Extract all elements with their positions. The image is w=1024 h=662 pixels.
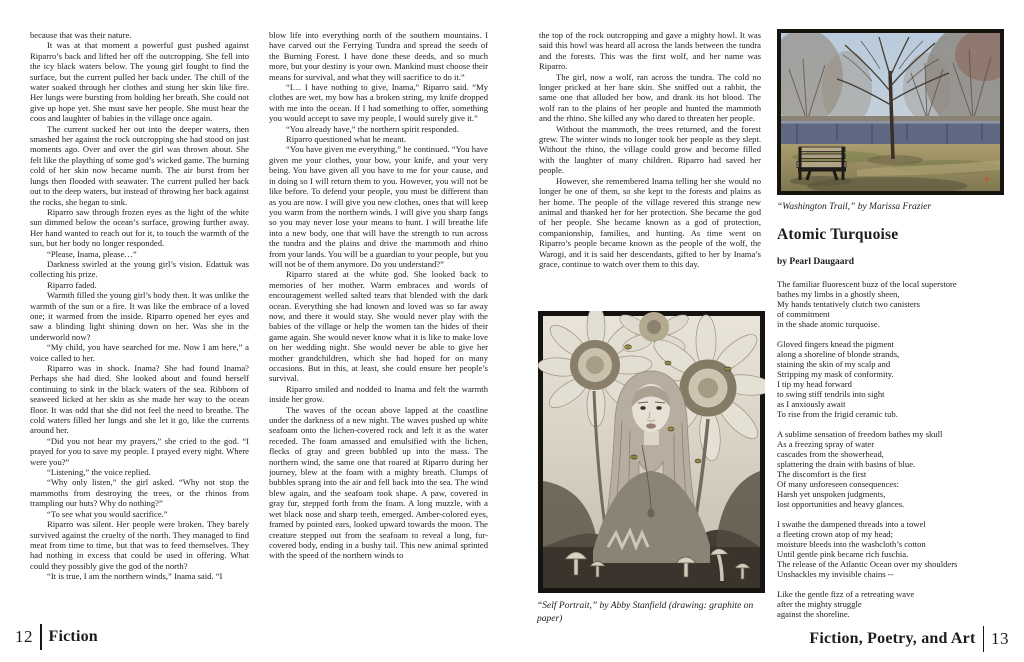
poem-stanza <box>777 339 1011 419</box>
story-paragraph: Darkness swirled at the young girl’s vision. Edattuk was collecting his prize. <box>30 258 249 280</box>
story-column-2 <box>269 30 488 623</box>
story-paragraph: Riparro was silent. Her people were broken. They barely survived against the cruelty of the north. They managed to find meat from time to time, but that was to feed themselves. They had nothing in excess that could be used in offering. What could they possibly give the god of the north? <box>30 519 249 571</box>
poem-line: Gloved fingers knead the pigment <box>777 339 894 349</box>
pendant <box>647 508 654 517</box>
poem-line: Stripping my mask of conformity. <box>777 369 894 379</box>
page-12-footer <box>15 622 98 652</box>
story-paragraph: Riparro faded. <box>47 279 97 290</box>
story-paragraph: Riparro smiled and nodded to Inama and felt the warmth inside her grow. <box>269 383 488 405</box>
poem-line: The familiar fluorescent buzz of the local superstore <box>777 279 957 289</box>
park-photo <box>777 29 1004 195</box>
section-label-left: Fiction <box>48 628 98 645</box>
story-paragraph: “My child, you have searched for me. Now I am here,” a voice called to her. <box>30 342 249 363</box>
story-column-3 <box>539 30 761 308</box>
story-paragraph: “Listening,” the voice replied. <box>47 467 151 478</box>
page-13-footer <box>809 624 1009 654</box>
footer-divider <box>40 624 42 650</box>
poem-line: To rise from the frigid ceramic tub. <box>777 409 898 419</box>
story-paragraph: Warmth filled the young girl’s body then. It was unlike the warmth of the sun or a fire. It was like the embrace of a loved one; it warmed from the inside. Riparro opened her eyes and saw a blinding light shining down on her. Was she in the underworld now? <box>30 290 249 342</box>
story-paragraph: “Did you not hear my prayers,” she cried to the god. “I prayed for you to save my people. I prayed every night. Where were you?” <box>30 435 249 467</box>
story-paragraph: “Please, Inama, please…” <box>47 248 137 259</box>
poem-line: Until gentle pink became rich fuschia. <box>777 549 909 559</box>
poem-line: to swing stiff tendrils into sight <box>777 389 885 399</box>
story-column-1 <box>30 30 249 623</box>
story-paragraph: “Why only listen,” the girl asked. “Why not stop the mammoths from destroying the trees, or the rhinos from trampling our huts? Why do nothing?” <box>30 477 249 509</box>
story-paragraph: However, she remembered Inama telling her she would no longer be one of them, so she kept to the forests and plains as her home. The people of the village revered this strange new animal and thanked her for her protection. She became the god of her people. She became known as a god of protection, companionship, families, and hunting. As time went on Riparro’s people became known as the people of the wolf, the Warogi, and it is said her descendants, gifted to her by Inama’s grace, continue to watch over them to this day. <box>539 175 761 269</box>
story-paragraph: the top of the rock outcropping and gave a mighty howl. It was said this howl was heard all across the lands between the tundra and the forests. This was the first wolf, and her name was Riparro. <box>539 30 761 72</box>
poem-line: The discomfort is the first <box>777 469 867 479</box>
neck <box>644 431 659 445</box>
story-paragraph: The current sucked her out into the deeper waters, then smashed her against the rock outcropping she had stood on just moments ago. Over and over the girl was thrown about. She felt like the plaything of some god’s wicked game. The burning cold of her skin now became numb. The air burst from her lungs then flooded with seawater. The current pulled her back out to the deep waters, but instead of throwing her back against the rocks, she began to sink. <box>30 123 249 207</box>
story-paragraph: Riparro saw through frozen eyes as the light of the white sun dimmed below the ocean’s surface, growing further away. Her hand wanted to reach out for it, to touch the warmth of the sun, but her body no longer responded. <box>30 206 249 249</box>
poem-line: as I anxiously await <box>777 399 846 409</box>
poem-line: As a freezing spray of water <box>777 439 875 449</box>
poem-line: lost opportunities and heavy glances. <box>777 499 905 509</box>
poem-line: against the shoreline. <box>777 609 850 619</box>
page-number-right: 13 <box>991 629 1009 648</box>
poem-stanza <box>777 279 1011 329</box>
story-paragraph: Without the mammoth, the trees returned, and the forest grew. The winter winds no longer took her people as they slept. Without the rhino, the village could grow and become filled with the laughter of many children. Riparro had saved her people. <box>539 123 761 176</box>
washington-trail-photo <box>777 29 1004 195</box>
story-paragraph: The girl, now a wolf, ran across the tundra. The cold no longer pricked at her bare skin. She sniffed out a rabbit, the same one that alluded her bow, and drank its hot blood. The wolf ran to the plains of her people and hunted the mammoth and the rhino. She killed any who dared to threaten her people. <box>539 71 761 124</box>
footer-divider <box>983 626 985 652</box>
self-portrait-drawing <box>538 311 765 593</box>
poem-line: A sublime sensation of freedom bathes my skull <box>777 429 943 439</box>
poem-line: after the mighty struggle <box>777 599 862 609</box>
poem-stanza <box>777 429 1011 509</box>
poem-line: staining the skin of my scalp and <box>777 359 891 369</box>
poem-line: Harsh yet unspoken judgments, <box>777 489 886 499</box>
lips <box>646 423 656 428</box>
poem-body <box>777 279 1011 629</box>
poem-line: in the shade atomic turquoise. <box>777 319 880 329</box>
story-paragraph: Riparro was in shock. Inama? She had found Inama? Perhaps she had died. She looked about and found herself continuing to sink in the black waters of the sea. Ribbons of seaweed licked at her skin as she made her way to the ocean floor. It was odd that she did not feel the need to breathe. The cold waters filled her lungs and she let it go, like the currents around her. <box>30 363 249 436</box>
story-paragraph: because that was their nature. <box>30 30 132 40</box>
story-paragraph: “To see what you would sacrifice.” <box>47 508 168 519</box>
poem-line: Like the gentle fizz of a retreating wave <box>777 589 915 599</box>
orange-leaf <box>985 177 989 181</box>
poem-line: Unshackles my invisible chains -- <box>777 569 894 579</box>
poem-line: of commitment <box>777 309 830 319</box>
poem-line: cascades from the showerhead, <box>777 449 884 459</box>
eye <box>640 406 646 410</box>
poem-title: Atomic Turquoise <box>777 226 899 243</box>
story-paragraph: “You already have,” the northern spirit responded. <box>286 123 459 134</box>
story-paragraph: The waves of the ocean above lapped at the coastline under the darkness of a new night. The waves pushed up white seafoam onto the lichen-covered rock and left it as the water receded. The foam amassed and emulsified with the lichen, flecks of gray and green bubbled up into the mass. The northern wind, the same one that roared at Riparro during her journey, blew at the foam with a mighty breath. Clumps of bubbles sprang into the air and fell back into the sea. The wind blew again, and the seafoam took shape. A paw, covered in gray fur, stepped forth from the foam. A long muzzle, with a wet black nose and sharp teeth, emerged. Amber-colored eyes, framed by pointed ears, looked upward towards the moon. The creature stepped out from the seafoam to reveal a long, fur-covered body, ending in a bushy tail. This new animal sprinted with the speed of the northern winds to <box>269 404 488 561</box>
artwork-caption: “Self Portrait,” by Abby Stanfield (drawing: graphite on paper) <box>537 601 754 624</box>
poem-line: along a shoreline of blonde strands, <box>777 349 900 359</box>
story-paragraph: blow life into everything north of the southern mountains. I have carved out the Ferrying Tundra and spread the seeds of the Burning Forest. I have done these deeds, and so much more, but your destiny is your own. Mankind must choose their means for survival, and what they will sacrifice to do it.” <box>269 30 488 82</box>
photo-caption: “Washington Trail,” by Marissa Frazier <box>777 202 932 212</box>
poem-line: bathes my limbs in a ghostly sheen, <box>777 289 900 299</box>
story-paragraph: It was at that moment a powerful gust pushed against Riparro’s back and lifted her off the outcropping. She fell into the icy black waters below. The young girl fought to find the surface, but the current pulled her back under. The chill of the water soaked through her clothes and stung her skin like fire. Her lungs were bursting from holding her breath. She could not give up hope yet. She must save her people. She must hear the coos and laughter of babies in the village once again. <box>30 40 249 124</box>
story-paragraph: “I… I have nothing to give, Inama,” Riparro said. “My clothes are wet, my bow has a broken string, my knife dropped with me into the ocean. If I had something to offer, something you would accept to save my people, I would surely give it.” <box>269 82 488 124</box>
self-portrait-artwork <box>538 311 765 593</box>
poem-line: moisture bleeds into the washcloth’s cotton <box>777 539 926 549</box>
story-paragraph: “You have given me everything,” he continued. “You have given me your clothes, your bow, your knife, and your very being. You have given all you have to me for your cause, and in doing so I will return them to you. However, you will not be like before. To defend your people, you must be different than as you are now. I will give you new clothes, ones that will keep you warm from the northern winds. I will give you sharp fangs so you may never lose your means to hunt. I will breathe life into a new body, one that will have the strength to run across the tundra and the plains and drive the mammoth and rhino from your lands. You will be a guardian to your people, but you will not be of them anymore. Do you understand?” <box>269 144 488 269</box>
poem-line: a fleeting crown atop of my head; <box>777 529 893 539</box>
story-paragraph: Riparro stared at the white god. She looked back to memories of her mother. Warm embraces and words of encouragement welled salted tears that blended with the dark ocean. Everything she had known and loved was so far away now, and there it would stay. She would never play with the babies of the village or help the women tan the hides of their game again. She would never know what it is like to make love on her wedding night. She would never be able to give her mother grandchildren, which she had hoped for on many occasions. But in this, at least, she could ensure her people’s survival. <box>269 269 488 384</box>
poem-line: I tip my head forward <box>777 379 852 389</box>
poem-byline: by Pearl Daugaard <box>777 257 855 267</box>
poem-line: I swathe the dampened threads into a towel <box>777 519 926 529</box>
story-paragraph: Riparro questioned what he meant. <box>286 134 407 145</box>
poem-line: Of many unforeseen consequences: <box>777 479 899 489</box>
poem-line: splattering the drain with basins of blue. <box>777 459 916 469</box>
eye <box>656 406 662 410</box>
poem-line: My hands tentatively clutch two canisters <box>777 299 920 309</box>
section-label-right: Fiction, Poetry, and Art <box>809 630 976 647</box>
poem-stanza <box>777 519 1011 579</box>
poem-line: The release of the Atlantic Ocean over my shoulders <box>777 559 958 569</box>
poem-stanza <box>777 589 1011 619</box>
story-paragraph: “It is true, I am the northern winds,” Inama said. “I <box>47 571 223 582</box>
page-number-left: 12 <box>15 627 33 646</box>
